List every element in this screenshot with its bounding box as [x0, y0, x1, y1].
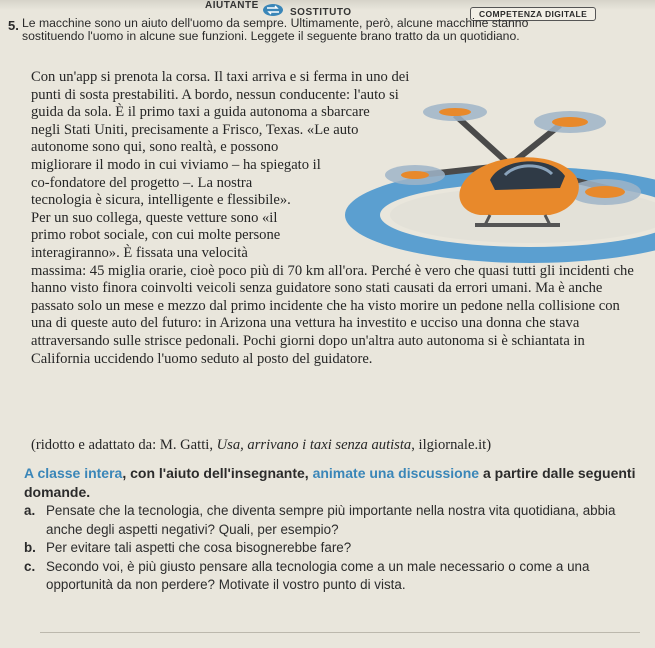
section-label-aiutante: AIUTANTE [205, 0, 259, 11]
competenza-digitale-badge: COMPETENZA DIGITALE [470, 7, 596, 21]
question-a [24, 502, 644, 539]
article-source [31, 437, 631, 454]
question-letter: a. [24, 503, 36, 518]
question-letter: c. [24, 558, 36, 574]
activity-instructions [24, 464, 644, 502]
activity-intro-c: animate una discussione [312, 465, 480, 481]
exercise-intro: Le macchine sono un aiuto dell'uomo da sempre. Ultimamente, però, alcune macchine stanno sostituendo l'uomo in alcune sue funzioni. Leggete il seguente brano tratto da un quotidiano. [22, 16, 529, 43]
swap-arrows-icon [262, 3, 284, 17]
question-letter: b. [24, 540, 36, 555]
question-text: Per evitare tali aspetti che cosa bisognerebbe fare? [46, 540, 352, 555]
discussion-activity [24, 464, 644, 595]
question-c [24, 558, 644, 595]
source-title: Usa, arrivano i taxi senza autista [216, 437, 412, 453]
question-b [24, 539, 644, 558]
article-body [31, 69, 641, 368]
exercise-number: 5. [8, 18, 19, 33]
activity-intro-d: a partire dalle seguenti domande. [24, 465, 636, 500]
activity-intro-b: , con l'aiuto dell'insegnante, [122, 465, 313, 481]
question-text: Pensate che la tecnologia, che diventa sempre più importante nella nostra vita quotidiana, abbia anche degli aspetti negativi? Quali, per esempio? [46, 503, 616, 537]
article-text: Con un'app si prenota la corsa. Il taxi arriva e si ferma in uno dei punti di sosta prestabiliti. A bordo, nessun conducente: l'auto si guida da sola. È il primo taxi a guida autonoma a sbarcare negli Stati Uniti, precisamente a Frisco, Texas. «Le auto autonome sono qui, sono realtà, e possono migliorare il modo in cui viviamo – ha spiegato il co-fondatore del progetto –. La nostra tecnologia è sicura, intelligente e flessibile». Per un suo collega, queste vetture sono «il primo robot sociale, con cui molte persone interagiranno». È fissata una velocità massima: 45 miglia orarie, cioè poco più di 70 km all'ora. Perché è vero che quasi tutti gli incidenti che hanno visto finora coinvolti veicoli senza guidatore sono stati causati da errori umani. Ma è anche passato solo un mese e mezzo dal primo incidente che ha visto morire un pedone nella collisione con una di queste auto del futuro: in Arizona una vettura ha investito e ucciso una donna che stava attraversando sulle strisce pedonali. Pochi giorni dopo un'altra auto autonoma si è schiantata in California uccidendo l'uomo seduto al posto del guidatore. [31, 69, 634, 367]
activity-intro-a: A classe intera [24, 465, 123, 481]
source-suffix: , ilgiornale.it) [411, 437, 492, 453]
page-bottom-rule [40, 632, 640, 633]
section-label-sostituto: SOSTITUTO [290, 7, 352, 18]
source-prefix: (ridotto e adattato da: M. Gatti, [31, 437, 217, 453]
question-text: Secondo voi, è più giusto pensare alla tecnologia come a un male necessario o come a una opportunità da non perdere? Motivate il vostro punto di vista. [46, 558, 590, 592]
